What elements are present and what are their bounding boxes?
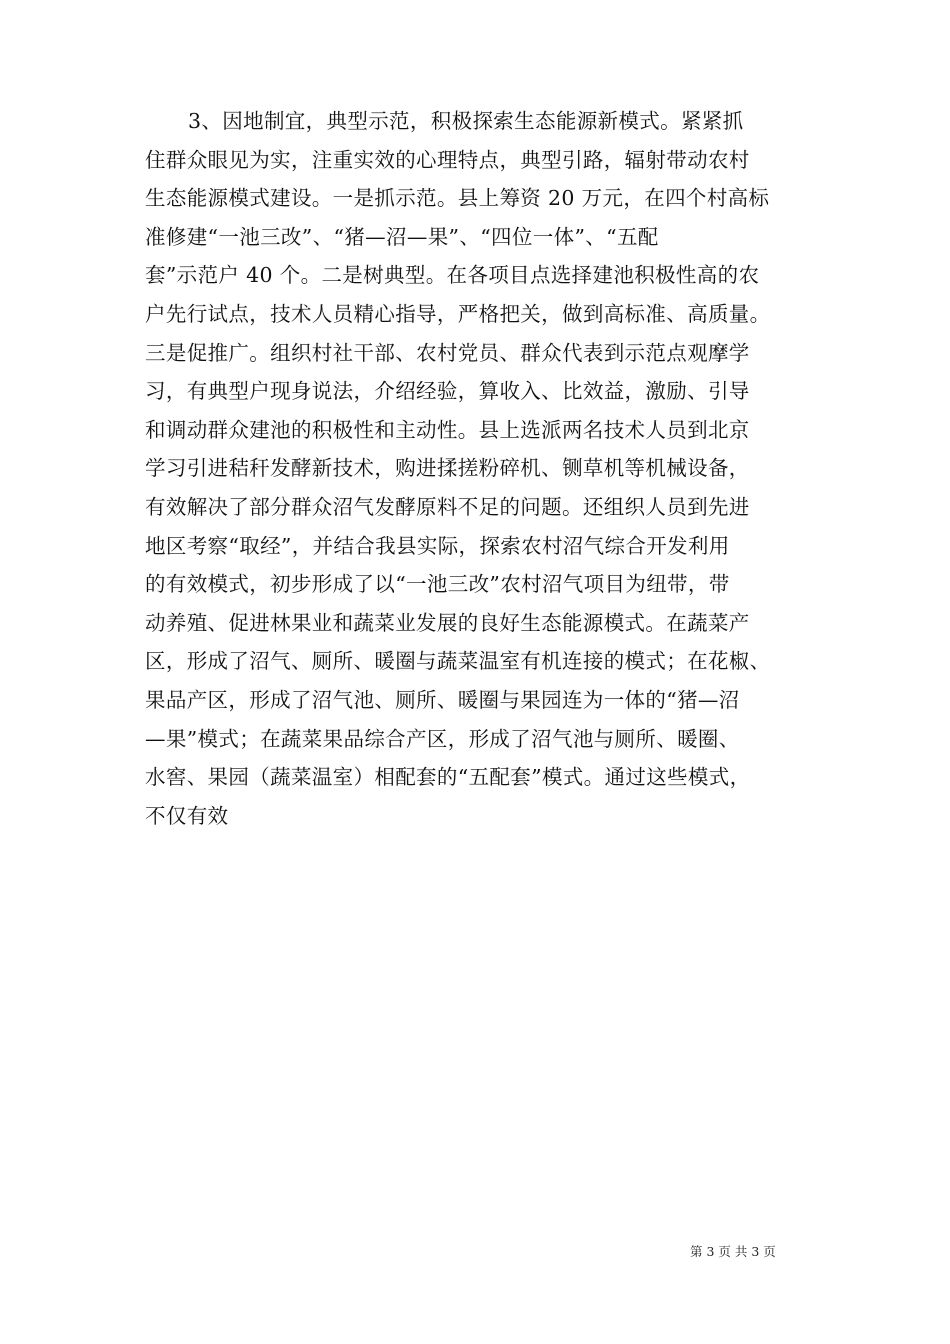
paragraph-line-16: 果品产区，形成了沼气池、厕所、暖圈与果园连为一体的“猪—沼 (145, 687, 740, 712)
paragraph-line-10: 学习引进秸秆发酵新技术，购进揉搓粉碎机、铡草机等机械设备， (145, 456, 750, 481)
paragraph-line-15: 区，形成了沼气、厕所、暖圈与蔬菜温室有机连接的模式；在花椒、 (145, 649, 771, 674)
paragraph-line-7: 三是促推广。组织村社干部、农村党员、群众代表到示范点观摩学 (145, 340, 750, 365)
paragraph-line-13: 的有效模式，初步形成了以“一池三改”农村沼气项目为纽带，带 (145, 572, 730, 597)
paragraph-line-14: 动养殖、促进林果业和蔬菜业发展的良好生态能源模式。在蔬菜产 (145, 610, 750, 635)
paragraph-line-12: 地区考察“取经”，并结合我县实际，探索农村沼气综合开发利用 (145, 533, 730, 558)
paragraph-line-18: 水窖、果园（蔬菜温室）相配套的“五配套”模式。通过这些模式， (145, 765, 751, 790)
page-number-footer: 第 3 页 共 3 页 (690, 1244, 776, 1259)
body-paragraph (145, 102, 810, 835)
paragraph-line-8: 习，有典型户现身说法，介绍经验，算收入、比效益，激励、引导 (145, 379, 750, 404)
paragraph-line-1: 3、因地制宜，典型示范，积极探索生态能源新模式。紧紧抓 (188, 109, 744, 133)
paragraph-line-19: 不仅有效 (145, 803, 229, 828)
paragraph-line-9: 和调动群众建池的积极性和主动性。县上选派两名技术人员到北京 (145, 417, 750, 442)
paragraph-line-17: —果”模式；在蔬菜果品综合产区，形成了沼气池与厕所、暖圈、 (145, 726, 740, 751)
paragraph-line-11: 有效解决了部分群众沼气发酵原料不足的问题。还组织人员到先进 (145, 494, 750, 519)
paragraph-line-6: 户先行试点，技术人员精心指导，严格把关，做到高标准、高质量。 (145, 301, 771, 326)
paragraph-line-2: 住群众眼见为实，注重实效的心理特点，典型引路，辐射带动农村 (145, 147, 750, 172)
paragraph-line-3: 生态能源模式建设。一是抓示范。县上筹资 20 万元，在四个村高标 (145, 186, 770, 211)
paragraph-line-5: 套”示范户 40 个。二是树典型。在各项目点选择建池积极性高的农 (145, 263, 760, 288)
paragraph-line-4: 准修建“一池三改”、“猪—沼—果”、“四位一体”、“五配 (145, 224, 659, 249)
